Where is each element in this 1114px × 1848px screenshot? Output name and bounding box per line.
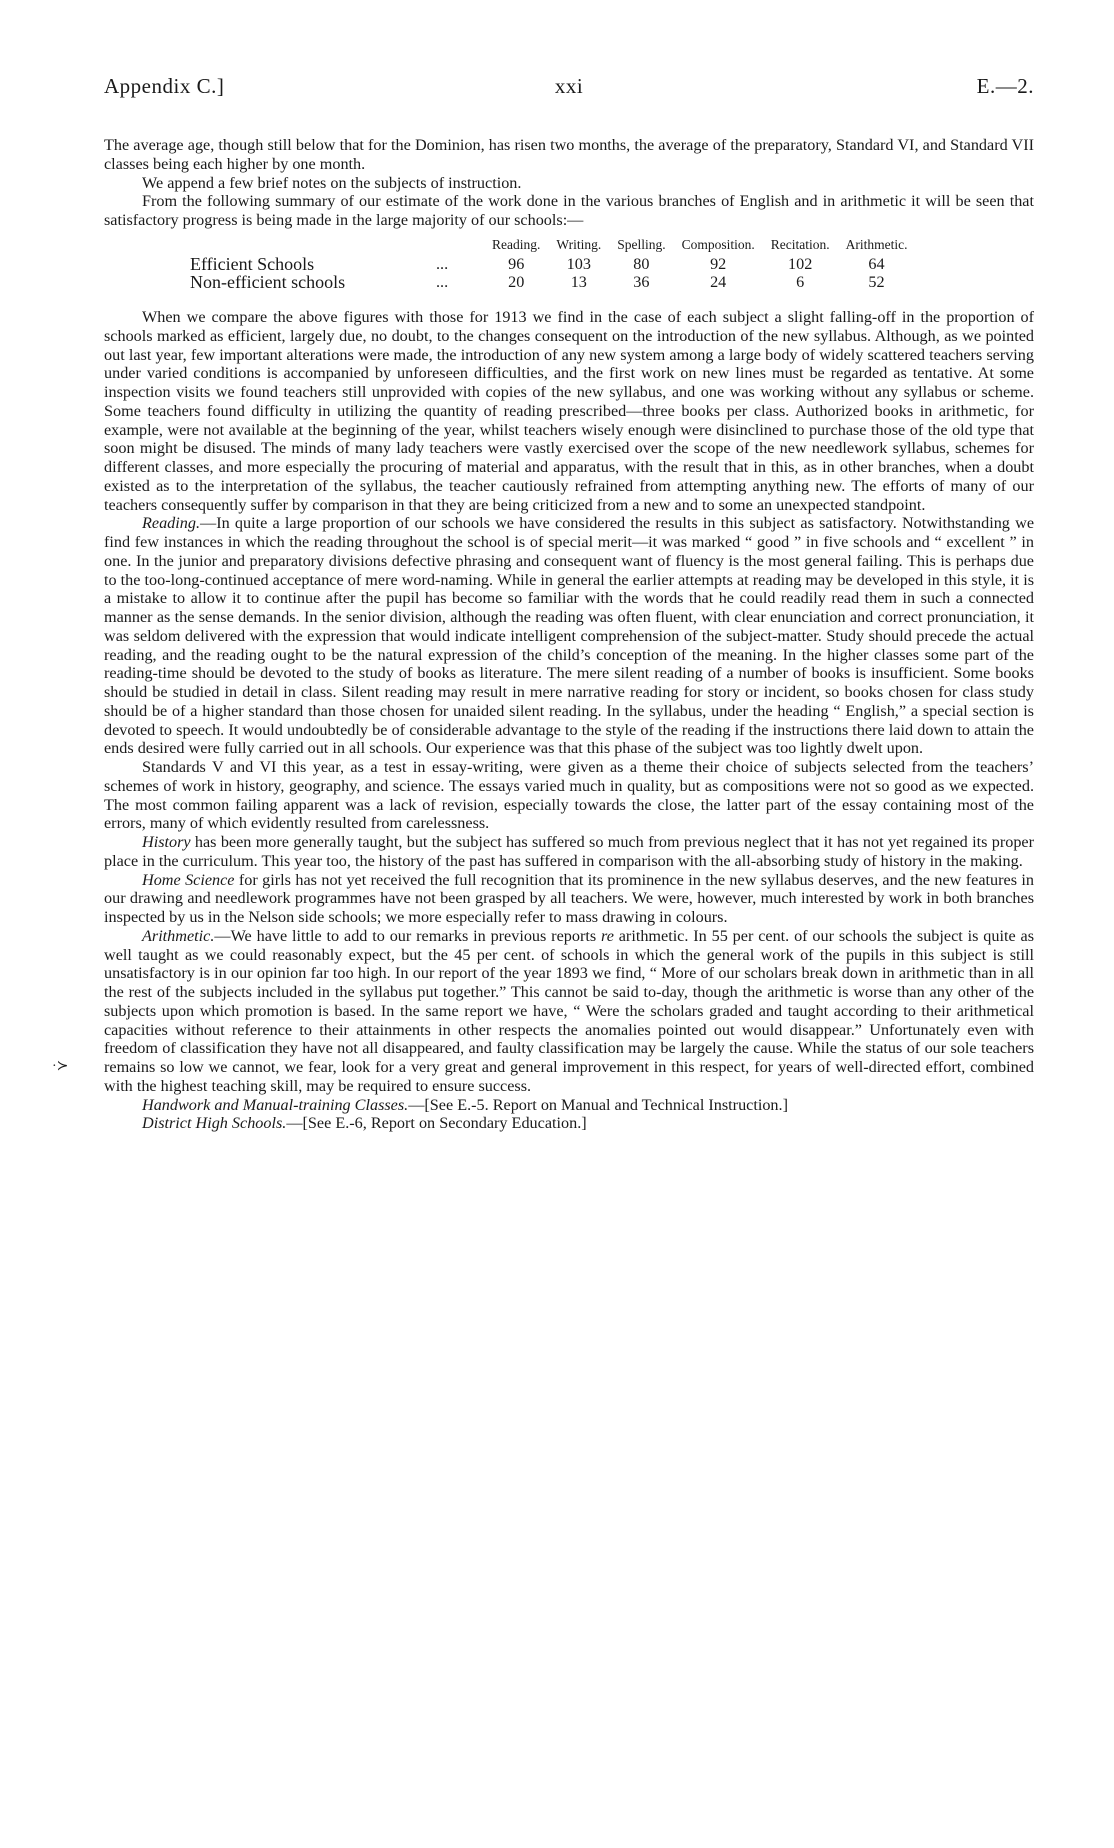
handwork-text: —[See E.-5. Report on Manual and Technical Instruction.] <box>408 1095 788 1114</box>
paragraph-home-science <box>104 871 1034 927</box>
table-header-empty <box>104 236 428 255</box>
paragraph-comparison: When we compare the above figures with those for 1913 we find in the case of each subject a slight falling-off in the proportion of schools marked as efficient, largely due, no doubt, to the changes consequent on the introduction of the new syllabus. Although, as we pointed out last year, few important alterations were made, the introduction of any new system among a large body of widely scattered teachers serving under varied conditions is accompanied by unforeseen difficulties, and the first work on new lines must be regarded as tentative. At some inspection visits we found teachers still unprovided with copies of the new syllabus, and one was working without any syllabus or scheme. Some teachers found difficulty in utilizing the quantity of reading prescribed—three books per class. Authorized books in arithmetic, for example, were not available at the beginning of the year, whilst teachers wisely enough were disinclined to purchase those of the old type that soon might be disused. The minds of many lady teachers were vastly exercised over the scope of the new needlework syllabus, schemes for different classes, and more especially the procuring of material and apparatus, with the result that in this, as in other branches, when a doubt existed as to the interpretation of the syllabus, the teacher cautiously refrained from attempting anything new. The efforts of many of our teachers consequently suffer by comparison in that they are being criticized from a new and to some an unexpected standpoint. <box>104 308 1034 514</box>
table-row <box>104 255 915 274</box>
margin-mark: ·≻ <box>52 1059 69 1074</box>
table-cell: 92 <box>710 254 727 273</box>
table-cell: 36 <box>633 273 650 292</box>
table-cell: 96 <box>508 254 525 273</box>
table-cell: 103 <box>566 254 591 273</box>
section-title-district: District High Schools. <box>142 1114 287 1133</box>
table-header-reading: Reading. <box>492 236 541 252</box>
table-header-composition: Composition. <box>681 236 755 252</box>
paragraph-standards: Standards V and VI this year, as a test in essay-writing, were given as a theme their choice of subjects selected from the teachers’ schemes of work in history, geography, and science. The essays varied much in quality, but as compositions were not so good as we expected. The most common failing apparent was a lack of revision, especially towards the close, the latter part of the essay containing most of the errors, many of which evidently resulted from carelessness. <box>104 758 1034 833</box>
paragraph-handwork <box>104 1096 1034 1115</box>
table-cell: 64 <box>868 254 885 273</box>
page-body <box>104 136 1034 1133</box>
arithmetic-text-a: —We have little to add to our remarks in previous reports <box>214 926 601 945</box>
document-code: E.—2. <box>976 74 1034 98</box>
table-row <box>104 273 915 292</box>
row-label: Efficient Schools <box>190 253 315 274</box>
section-title-history: History <box>142 833 191 851</box>
appendix-label: Appendix C.] <box>104 74 225 98</box>
table-header-spelling: Spelling. <box>617 236 666 252</box>
district-text: —[See E.-6, Report on Secondary Education.] <box>286 1114 587 1133</box>
home-science-text: for girls has not yet received the full recognition that its prominence in the new syllabus deserves, and the new features in our drawing and needlework programmes have not been grasped by all teachers. We were, however, much interested by work in both branches inspected by us in the Nelson side schools; we more especially refer to mass drawing in colours. <box>104 870 1034 926</box>
row-dots: ... <box>436 273 449 292</box>
history-text: has been more generally taught, but the subject has suffered so much from previous neglect that it has not yet regained its proper place in the curriculum. This year too, the history of the past has suffered in comparison with the all-absorbing study of history in the making. <box>104 833 1034 870</box>
paragraph-average-age: The average age, though still below that for the Dominion, has risen two months, the average of the preparatory, Standard VI, and Standard VII classes being each higher by one month. <box>104 136 1034 173</box>
paragraph-reading <box>104 514 1034 758</box>
page-header <box>104 74 1034 114</box>
reading-text: —In quite a large proportion of our schools we have considered the results in this subject as satisfactory. Notwithstanding we find few instances in which the reading throughout the school is of special merit—it was marked “ good ” in five schools and “ excellent ” in one. In the junior and preparatory divisions defective phrasing and consequent want of fluency is the most general failing. This is perhaps due to the too-long-continued acceptance of mere word-naming. While in general the earlier attempts at reading may be developed in this style, it is a mistake to allow it to continue after the pupil has become so familiar with the words that he could readily read them in such a connected manner as the sense demands. In the senior division, although the reading was often fluent, with clear enunciation and correct pronunciation, it was seldom delivered with the expression that would indicate intelligent comprehension of the subject-matter. Study should precede the actual reading, and the reading ought to be the natural expression of the child’s conception of the meaning. In the higher classes some part of the reading-time should be devoted to the study of books as literature. The mere silent reading of a number of books is insufficient. Some books should be studied in detail in class. Silent reading may result in mere narrative reading for story or incident, so books chosen for class study should be of a higher standard than those chosen for unaided silent reading. In the syllabus, under the heading “ English,” a special section is devoted to speech. It would undoubtedly be of considerable advantage to the style of the reading if the instructions there laid down to attain the ends desired were fully carried out in all schools. Our experience was that this phase of the subject was too lightly dwelt upon. <box>104 514 1034 758</box>
table-cell: 6 <box>796 273 805 292</box>
arithmetic-text-b: arithmetic. In 55 per cent. of our schools the subject is quite as well taught as we could reasonably expect, but the 45 per cent. of schools in which the general work of the pupils in this subject is still unsatisfactory is in our opinion far too high. In our report of the year 1893 we find, “ More of our scholars break down in arithmetic than in all the rest of the subjects included in the syllabus put together.” This cannot be said to-day, though the arithmetic is worse than any other of the subjects upon which promotion is based. In the same report we have, “ Were the scholars graded and taught according to their arithmetical capacities without reference to their attainments in other respects the anomalies pointed out would disappear.” Unfortunately even with freedom of classification they have not all disappeared, and faulty classification may be largely the cause. While the status of our sole teachers remains so low we cannot, we fear, look for a very great and general improvement in this respect, for years of well-directed effort, combined with the highest teaching skill, may be required to ensure success. <box>104 926 1034 1095</box>
table-cell: 80 <box>633 254 650 273</box>
row-label: Non-efficient schools <box>190 272 346 293</box>
table-cell: 13 <box>570 273 587 292</box>
summary-table <box>104 236 915 292</box>
section-title-reading: Reading. <box>142 514 200 533</box>
section-title-handwork: Handwork and Manual-training Classes. <box>142 1095 409 1114</box>
paragraph-history <box>104 833 1034 871</box>
paragraph-notes: We append a few brief notes on the subjects of instruction. <box>142 173 522 192</box>
table-cell: 52 <box>868 273 885 292</box>
paragraph-summary-intro: From the following summary of our estimate of the work done in the various branches of English and in arithmetic it will be seen that satisfactory progress is being made in the large majority of our schools:— <box>104 192 1034 229</box>
table-cell: 24 <box>710 273 727 292</box>
table-header-row <box>104 236 915 255</box>
table-header-writing: Writing. <box>556 236 602 252</box>
table-header-recitation: Recitation. <box>770 236 830 252</box>
table-header-empty <box>428 236 484 255</box>
row-dots: ... <box>436 254 449 273</box>
table-header-arithmetic: Arithmetic. <box>845 236 908 252</box>
section-title-arithmetic: Arithmetic. <box>142 926 215 945</box>
page-number: xxi <box>554 74 584 98</box>
arithmetic-re: re <box>601 926 614 945</box>
paragraph-arithmetic <box>104 927 1034 1096</box>
paragraph-district-high-schools <box>104 1114 1034 1133</box>
table-cell: 20 <box>508 273 525 292</box>
section-title-home-science: Home Science <box>142 870 235 889</box>
table-cell: 102 <box>788 254 813 273</box>
